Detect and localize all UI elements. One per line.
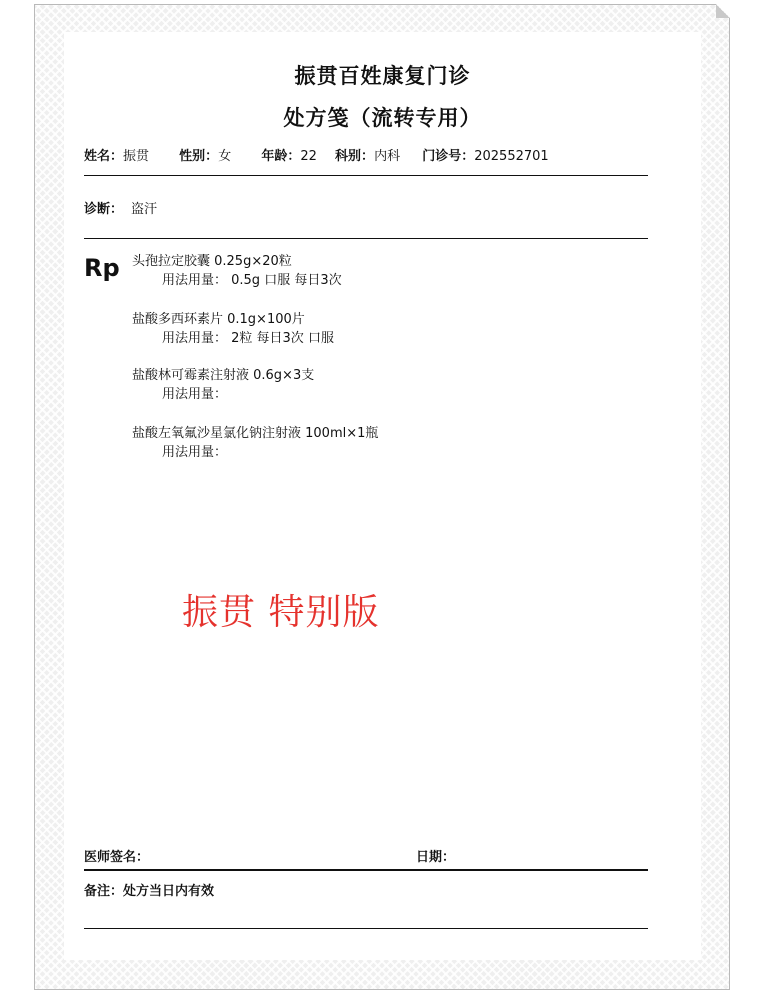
- page-fold-corner: [716, 4, 730, 18]
- patient-name: 振贯: [123, 149, 150, 164]
- patient-gender: 女: [218, 149, 232, 164]
- diagnosis-row: [84, 198, 157, 217]
- medication-usage: 用法用量：: [162, 445, 228, 460]
- medication-usage: 用法用量： 2粒 每日3次 口服: [162, 331, 334, 346]
- medication-usage: 用法用量：: [162, 387, 228, 402]
- medication-name: 盐酸多西环素片 0.1g×100片: [132, 312, 305, 327]
- age-label: 年龄：: [261, 149, 301, 164]
- clinic-number: 202552701: [474, 149, 549, 164]
- special-edition-watermark: 振贯 特别版: [182, 592, 380, 633]
- name-label: 姓名：: [84, 149, 124, 164]
- divider-top: [84, 175, 648, 176]
- medication-name: 盐酸左氧氟沙星氯化钠注射液 100ml×1瓶: [132, 426, 379, 441]
- medication-name: 盐酸林可霉素注射液 0.6g×3支: [132, 368, 315, 383]
- rp-symbol: Rp: [84, 254, 120, 282]
- medication-item: [132, 310, 334, 348]
- medication-item: [132, 366, 314, 404]
- diagnosis-value: 盗汗: [131, 202, 158, 217]
- doctor-signature-label: 医师签名：: [84, 850, 150, 865]
- medication-item: [132, 424, 378, 462]
- diagnosis-label: 诊断：: [84, 202, 124, 217]
- divider-diagnosis: [84, 238, 648, 239]
- patient-info-row: [84, 145, 549, 164]
- medication-usage: 用法用量： 0.5g 口服 每日3次: [162, 273, 342, 288]
- hospital-name: 振贯百姓康复门诊: [294, 64, 471, 88]
- divider-footer: [84, 869, 648, 871]
- patient-age: 22: [300, 149, 317, 164]
- prescription-note: 备注：处方当日内有效: [84, 884, 215, 899]
- divider-bottom: [84, 928, 648, 929]
- prescription-page: [64, 32, 701, 960]
- date-label: 日期：: [416, 850, 456, 865]
- medication-name: 头孢拉定胶囊 0.25g×20粒: [132, 254, 292, 269]
- medication-item: [132, 252, 342, 290]
- dept-label: 科别：: [335, 149, 375, 164]
- clinic-no-label: 门诊号：: [422, 149, 475, 164]
- gender-label: 性别：: [179, 149, 219, 164]
- prescription-title: 处方笺（流转专用）: [283, 106, 482, 130]
- patient-dept: 内科: [374, 149, 401, 164]
